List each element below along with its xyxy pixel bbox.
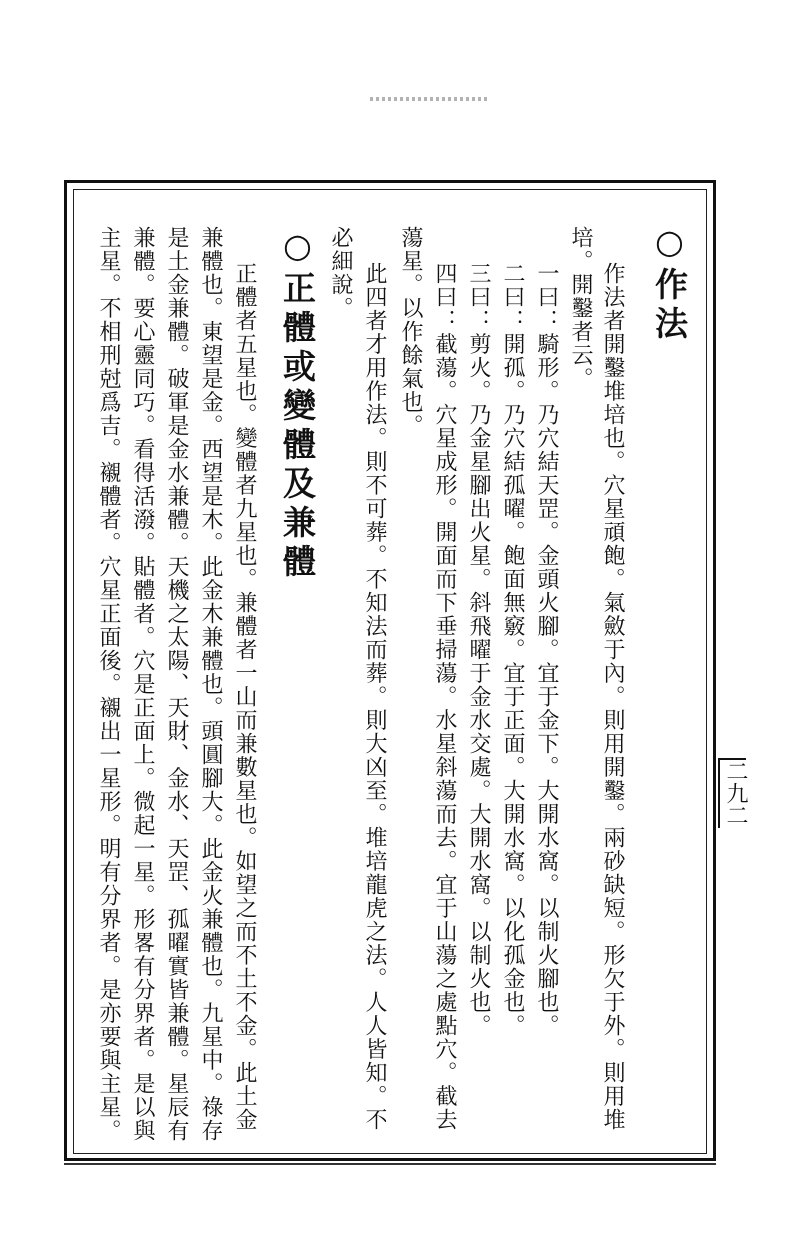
text-column-14: 兼體。要心靈同巧。看得活潑。貼體者。穴是正面上。微起一星。形畧有分界者。是以與 [130,226,155,1143]
page-number: 二九二 [723,760,748,826]
text-column-5: 三曰：剪火。乃金星腳出火星。斜飛曜于金水交處。大開水窩。以制火也。 [466,262,491,1038]
scan-smudge [370,97,490,101]
text-column-8: 此四者才用作法。則不可葬。不知法而葬。則大凶至。堆培龍虎之法。人人皆知。不 [362,262,387,1132]
text-column-3: 一曰：騎形。乃穴結天罡。金頭火腳。宜于金下。大開水窩。以制火腳也。 [534,262,559,1038]
text-column-4: 二曰：開孤。乃穴結孤曜。飽面無竅。宜于正面。大開水窩。以化孤金也。 [500,262,525,1038]
text-column-6: 四曰：截蕩。穴星成形。開面而下垂掃蕩。水星斜蕩而去。宜于山蕩之處點穴。截去 [432,262,457,1132]
section-heading-zuofa: ○作法 [650,222,689,345]
section-heading-zhengti: ○正體或變體及兼體 [278,226,317,583]
text-column-11: 正體者五星也。變體者九星也。兼體者一山而兼數星也。如望之而不土不金。此土金 [232,262,257,1132]
bottom-rule [64,1163,716,1165]
text-column-7: 蕩星。以作餘氣也。 [398,226,423,438]
text-column-2: 培。開鑿者云。 [568,226,593,391]
text-column-12: 兼體也。東望是金。西望是木。此金木兼體也。頭圓腳大。此金火兼體也。九星中。祿存 [198,226,223,1143]
text-column-15: 主星。不相刑尅爲吉。襯體者。穴星正面後。襯出一星形。明有分界者。是亦要與主星。 [96,226,121,1143]
text-column-9: 必細說。 [328,226,353,320]
text-column-1: 作法者開鑿堆培也。穴星頑飽。氣斂于內。則用開鑿。兩砂缺短。形欠于外。則用堆 [600,262,625,1132]
text-column-13: 是土金兼體。破軍是金水兼體。天機之太陽、天財、金水、天罡、孤曜實皆兼體。星辰有 [164,226,189,1143]
